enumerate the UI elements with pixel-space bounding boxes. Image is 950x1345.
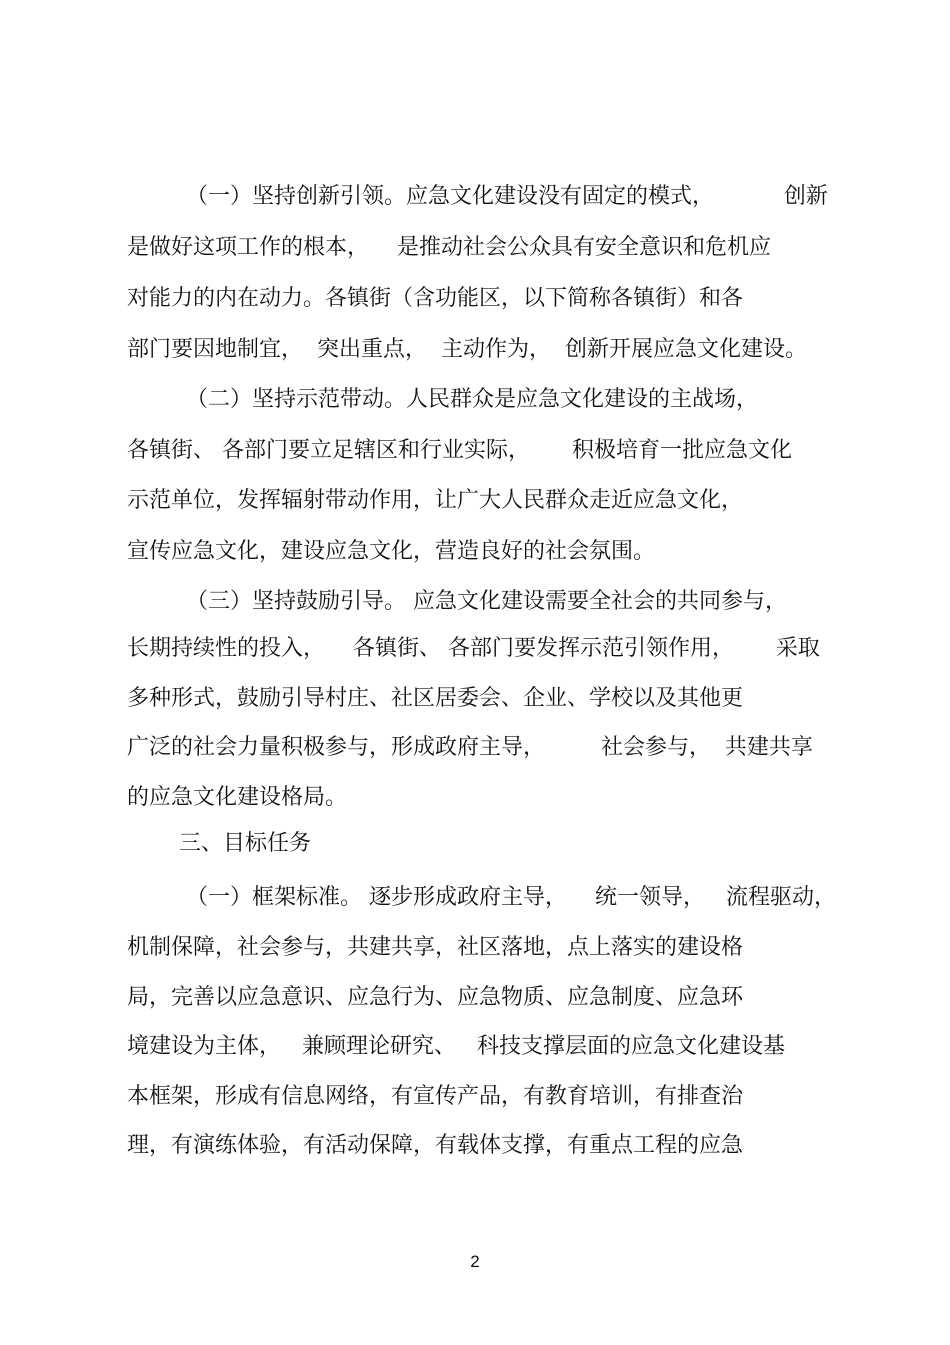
paragraph-line: （一）坚持创新引领。应急文化建设没有固定的模式， 创新 <box>186 184 828 209</box>
paragraph-line: （一）框架标准。 逐步形成政府主导， 统一领导， 流程驱动， <box>186 885 836 910</box>
paragraph-line: 本框架，形成有信息网络，有宣传产品，有教育培训，有排查治 <box>127 1084 744 1109</box>
paragraph-line: 局，完善以应急意识、应急行为、应急物质、应急制度、应急环 <box>127 985 744 1010</box>
paragraph-line: （三）坚持鼓励引导。 应急文化建设需要全社会的共同参与， <box>186 589 787 614</box>
paragraph-line: 宣传应急文化，建设应急文化，营造良好的社会氛围。 <box>127 539 656 564</box>
paragraph-line: 境建设为主体， 兼顾理论研究、 科技支撑层面的应急文化建设基 <box>127 1034 785 1059</box>
page-number: 2 <box>470 1252 480 1271</box>
section-heading: 三、目标任务 <box>179 831 312 856</box>
paragraph-line: 对能力的内在动力。各镇街（含功能区，以下简称各镇街）和各 <box>127 286 744 311</box>
paragraph-line: 示范单位，发挥辐射带动作用，让广大人民群众走近应急文化， <box>127 488 744 513</box>
paragraph-line: 的应急文化建设格局。 <box>127 785 348 810</box>
paragraph-line: 机制保障，社会参与，共建共享，社区落地，点上落实的建设格 <box>127 935 744 960</box>
paragraph-line: 各镇街、 各部门要立足辖区和行业实际， 积极培育一批应急文化 <box>127 438 792 463</box>
paragraph-line: 多种形式，鼓励引导村庄、社区居委会、企业、学校以及其他更 <box>127 686 744 711</box>
paragraph-line: 广泛的社会力量积极参与，形成政府主导， 社会参与， 共建共享 <box>127 735 813 760</box>
paragraph-line: 部门要因地制宜， 突出重点， 主动作为， 创新开展应急文化建设。 <box>127 337 807 362</box>
paragraph-line: 理，有演练体验，有活动保障，有载体支撑，有重点工程的应急 <box>127 1133 744 1158</box>
paragraph-line: （二）坚持示范带动。人民群众是应急文化建设的主战场， <box>186 387 759 412</box>
paragraph-line: 长期持续性的投入， 各镇街、 各部门要发挥示范引领作用， 采取 <box>127 636 820 661</box>
paragraph-line: 是做好这项工作的根本， 是推动社会公众具有安全意识和危机应 <box>127 235 771 260</box>
